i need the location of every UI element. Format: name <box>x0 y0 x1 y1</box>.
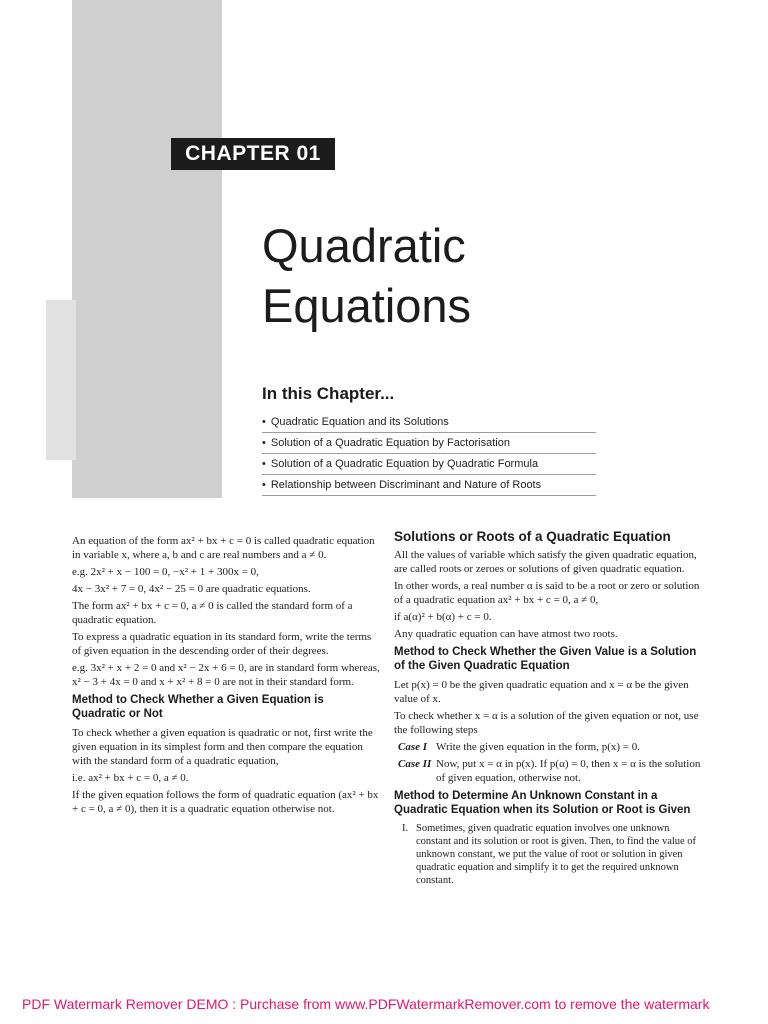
toc-heading: In this Chapter... <box>262 384 395 403</box>
case-text: Now, put x = α in p(x). If p(α) = 0, then x = α is the solution of given equation, otherwise not. <box>436 758 701 784</box>
paragraph: All the values of variable which satisfy the given quadratic equation, are called roots or zeroes or solutions of given quadratic equation. <box>394 549 697 575</box>
toc-item: • Quadratic Equation and its Solutions <box>262 412 596 433</box>
paragraph: An equation of the form ax² + bx + c = 0 is called quadratic equation in variable x, where a, b and c are real numbers and a ≠ 0. <box>72 535 375 561</box>
paragraph: To express a quadratic equation in its standard form, write the terms of given equation in the descending order of their degrees. <box>72 631 372 657</box>
section-heading: Method to Determine An Unknown Constant in a Quadratic Equation when its Solution or Root is Given <box>394 790 691 816</box>
case-text: Write the given equation in the form, p(x) = 0. <box>436 741 641 753</box>
left-column <box>72 534 380 819</box>
paragraph: Any quadratic equation can have atmost two roots. <box>394 628 618 640</box>
numbered-item <box>394 822 706 887</box>
chapter-title <box>262 216 682 336</box>
chapter-title-line1: Quadratic <box>262 219 466 272</box>
case-step <box>394 740 706 754</box>
section-heading: Method to Check Whether a Given Equation is Quadratic or Not <box>72 694 324 720</box>
paragraph: If the given equation follows the form of quadratic equation (ax² + bx + c = 0, a ≠ 0), then it is a quadratic equation otherwise not. <box>72 789 379 815</box>
paragraph: To check whether x = α is a solution of the given equation or not, use the following steps <box>394 710 699 736</box>
paragraph: if a(α)² + b(α) + c = 0. <box>394 611 492 623</box>
case-label: Case II <box>398 758 432 770</box>
paragraph: e.g. 2x² + x − 100 = 0, −x² + 1 + 300x = 0, <box>72 566 259 578</box>
watermark-banner: PDF Watermark Remover DEMO : Purchase from www.PDFWatermarkRemover.com to remove the watermark <box>22 996 710 1012</box>
paragraph: In other words, a real number α is said to be a root or zero or solution of a quadratic equation ax² + bx + c = 0, a ≠ 0, <box>394 580 700 606</box>
item-text: Sometimes, given quadratic equation involves one unknown constant and its solution or root is given. Then, to find the value of unknown constant, we put the value of root or solution in given quadratic equation and simplify it to get the required unknown constant. <box>416 823 697 886</box>
right-column <box>394 528 706 887</box>
case-label: Case I <box>398 741 428 753</box>
case-step <box>394 757 706 785</box>
toc-list <box>262 412 596 496</box>
paragraph: 4x − 3x² + 7 = 0, 4x² − 25 = 0 are quadratic equations. <box>72 583 311 595</box>
paragraph: i.e. ax² + bx + c = 0, a ≠ 0. <box>72 772 189 784</box>
chapter-side-band-edge <box>46 300 76 460</box>
section-heading: Method to Check Whether the Given Value is a Solution of the Given Quadratic Equation <box>394 646 697 672</box>
chapter-label: CHAPTER 01 <box>171 138 335 170</box>
paragraph: e.g. 3x² + x + 2 = 0 and x² − 2x + 6 = 0, are in standard form whereas, x² − 3 + 4x = 0 and x + x² + 8 = 0 are not in their standard form. <box>72 662 380 688</box>
toc-item: • Relationship between Discriminant and Nature of Roots <box>262 475 596 496</box>
paragraph: To check whether a given equation is quadratic or not, first write the given equation in its simplest form and then compare the equation with the standard form of a quadratic equation, <box>72 727 373 767</box>
chapter-title-line2: Equations <box>262 279 472 332</box>
toc-item: • Solution of a Quadratic Equation by Quadratic Formula <box>262 454 596 475</box>
chapter-side-band <box>72 0 222 498</box>
paragraph: Let p(x) = 0 be the given quadratic equation and x = α be the given value of x. <box>394 679 689 705</box>
paragraph: The form ax² + bx + c = 0, a ≠ 0 is called the standard form of a quadratic equation. <box>72 600 353 626</box>
item-number: I. <box>402 823 409 834</box>
toc-item: • Solution of a Quadratic Equation by Factorisation <box>262 433 596 454</box>
section-title: Solutions or Roots of a Quadratic Equation <box>394 529 671 544</box>
